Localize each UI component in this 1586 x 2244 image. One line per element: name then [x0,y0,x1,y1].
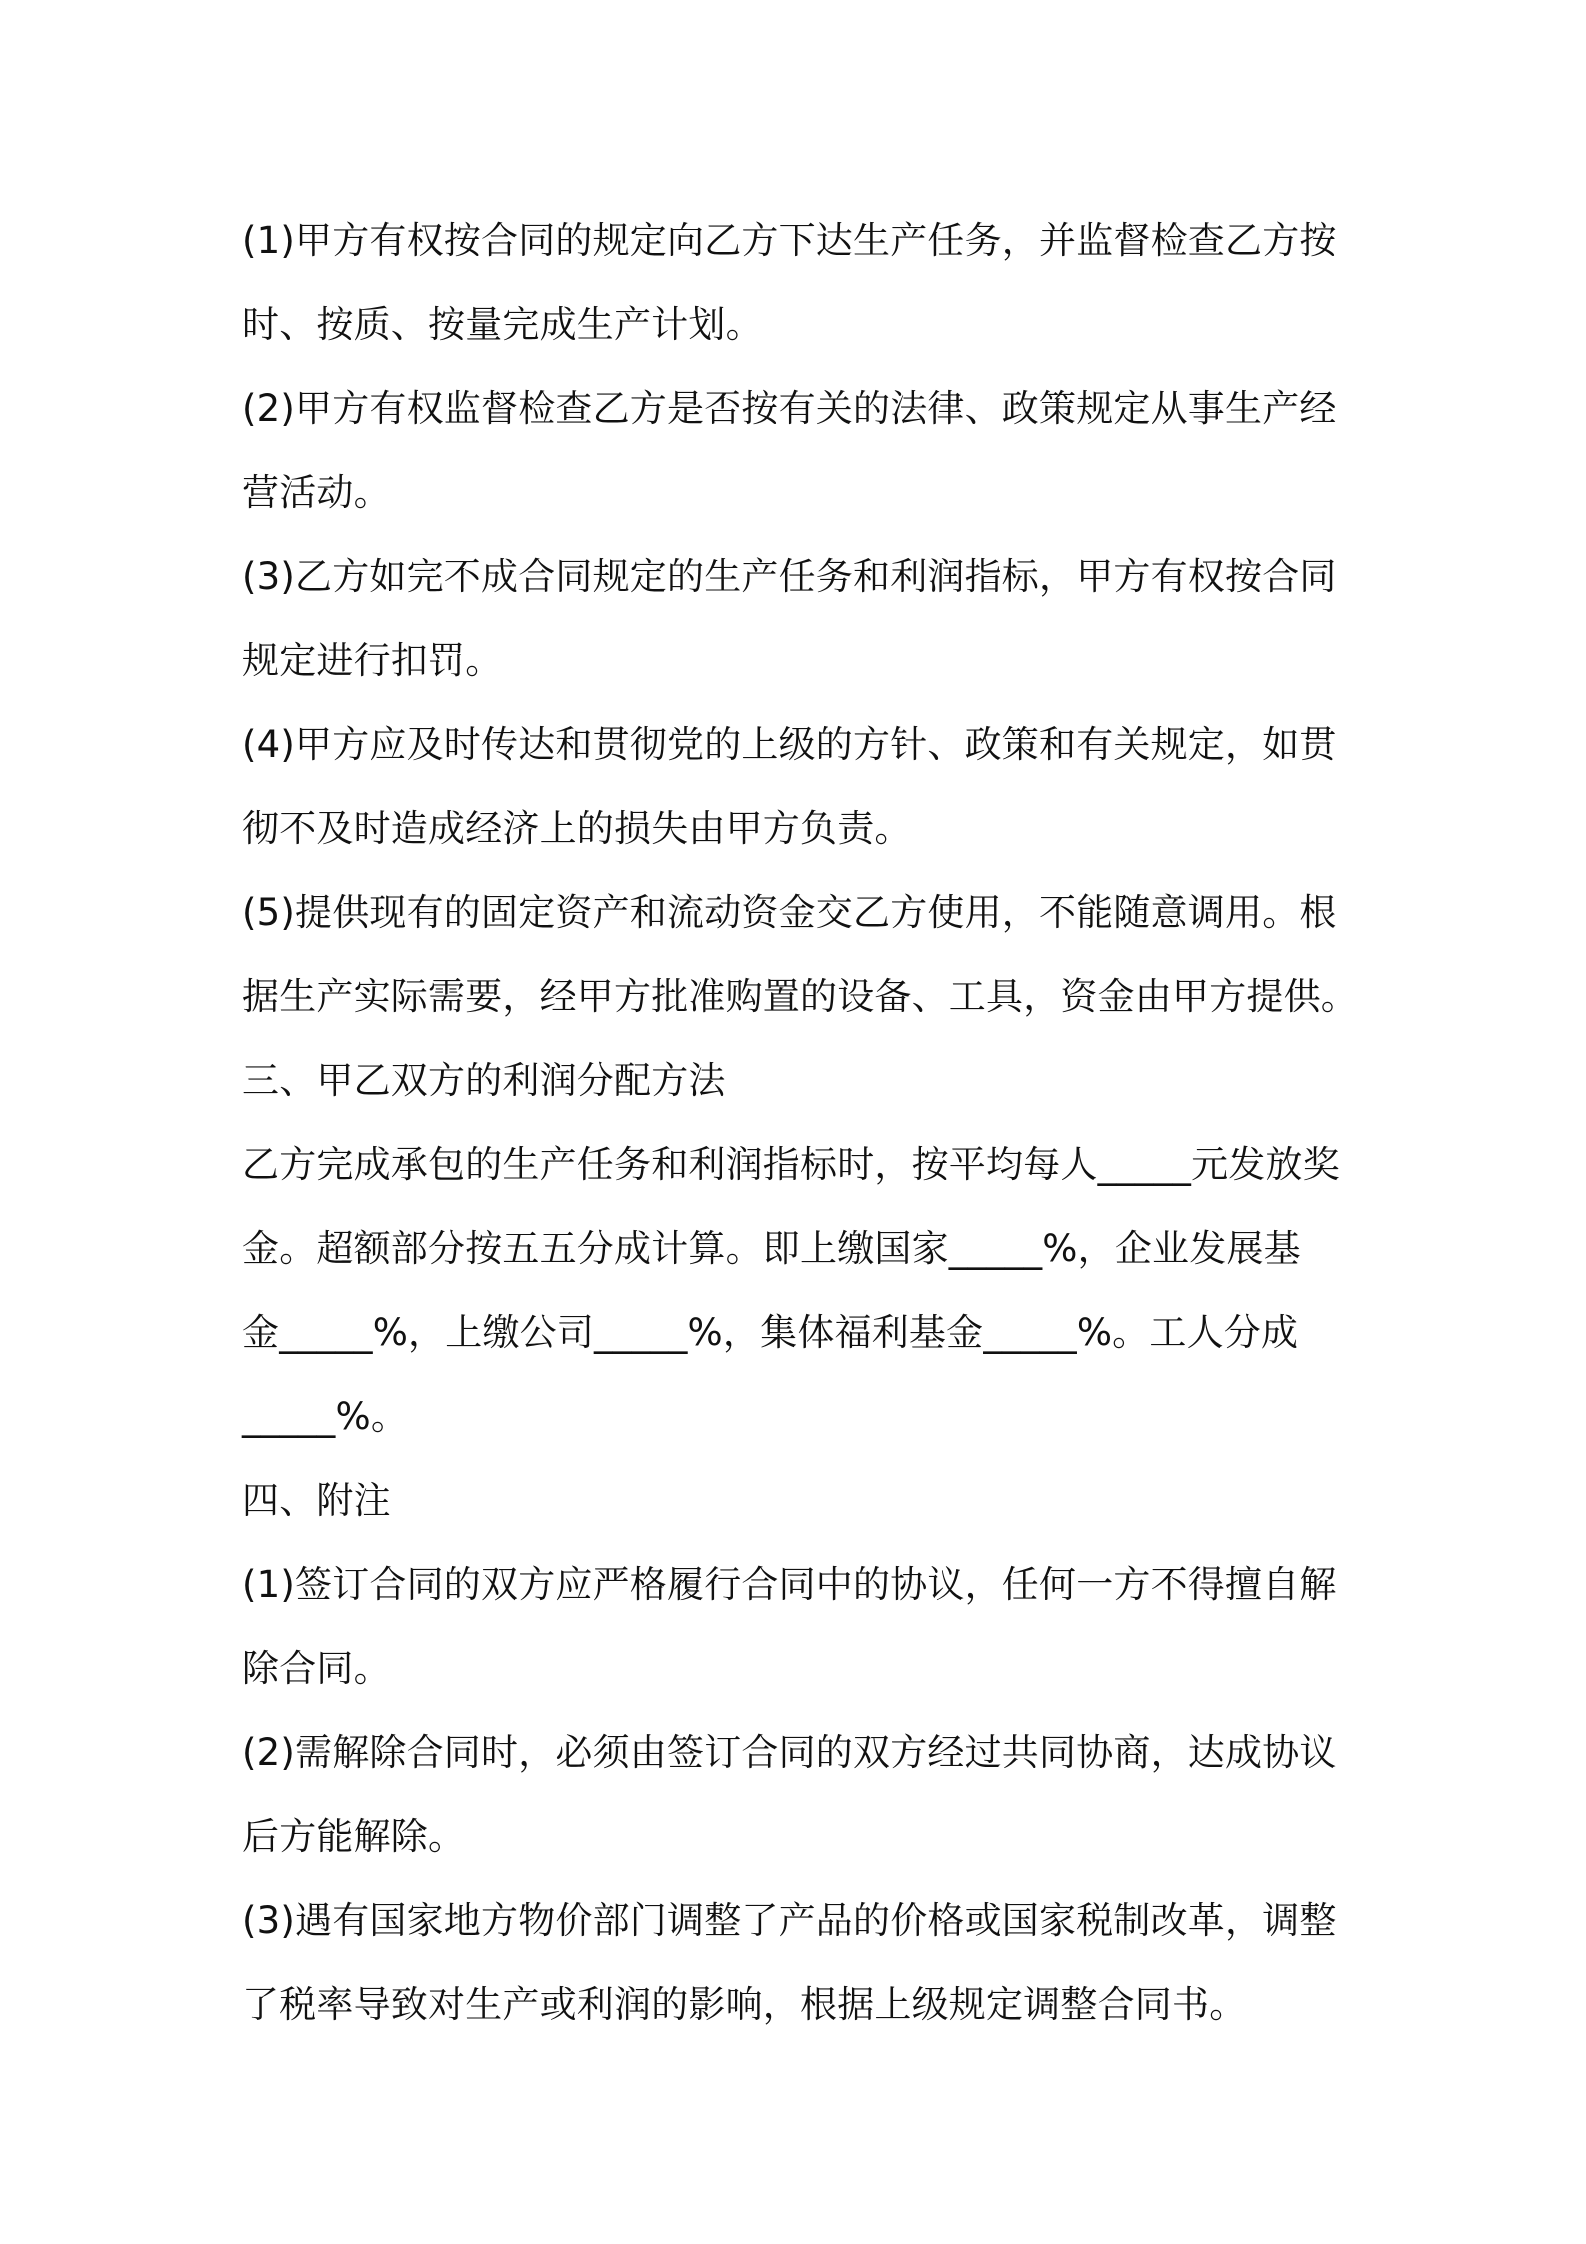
clause-1-line-1: (1)甲方有权按合同的规定向乙方下达生产任务，并监督检查乙方按 [242,219,1337,262]
note-2-line-1: (2)需解除合同时，必须由签订合同的双方经过共同协商，达成协议 [242,1731,1337,1774]
clause-1-line-2: 时、按质、按量完成生产计划。 [242,303,763,346]
note-1-line-1: (1)签订合同的双方应严格履行合同中的协议，任何一方不得擅自解 [242,1563,1337,1606]
clause-3-line-1: (3)乙方如完不成合同规定的生产任务和利润指标，甲方有权按合同 [242,555,1337,598]
profit-paragraph-line-3: 金_____%，上缴公司_____%，集体福利基金_____%。工人分成 [242,1311,1299,1354]
section-heading-profit-distribution: 三、甲乙双方的利润分配方法 [242,1059,726,1102]
clause-4-line-2: 彻不及时造成经济上的损失由甲方负责。 [242,807,912,850]
profit-paragraph-line-1: 乙方完成承包的生产任务和利润指标时，按平均每人_____元发放奖 [242,1143,1340,1186]
clause-4-line-1: (4)甲方应及时传达和贯彻党的上级的方针、政策和有关规定，如贯 [242,723,1337,766]
clause-3-line-2: 规定进行扣罚。 [242,639,503,682]
clause-5-line-2: 据生产实际需要，经甲方批准购置的设备、工具，资金由甲方提供。 [242,975,1358,1018]
clause-2-line-2: 营活动。 [242,471,391,514]
profit-paragraph-line-4: _____%。 [242,1395,409,1438]
note-3-line-1: (3)遇有国家地方物价部门调整了产品的价格或国家税制改革，调整 [242,1899,1337,1942]
note-2-line-2: 后方能解除。 [242,1815,466,1858]
clause-2-line-1: (2)甲方有权监督检查乙方是否按有关的法律、政策规定从事生产经 [242,387,1337,430]
note-1-line-2: 除合同。 [242,1647,391,1690]
note-3-line-2: 了税率导致对生产或利润的影响，根据上级规定调整合同书。 [242,1983,1247,2026]
section-heading-notes: 四、附注 [242,1479,391,1522]
profit-paragraph-line-2: 金。超额部分按五五分成计算。即上缴国家_____%，企业发展基 [242,1227,1301,1270]
document-page [242,199,1362,2047]
clause-5-line-1: (5)提供现有的固定资产和流动资金交乙方使用，不能随意调用。根 [242,891,1337,934]
